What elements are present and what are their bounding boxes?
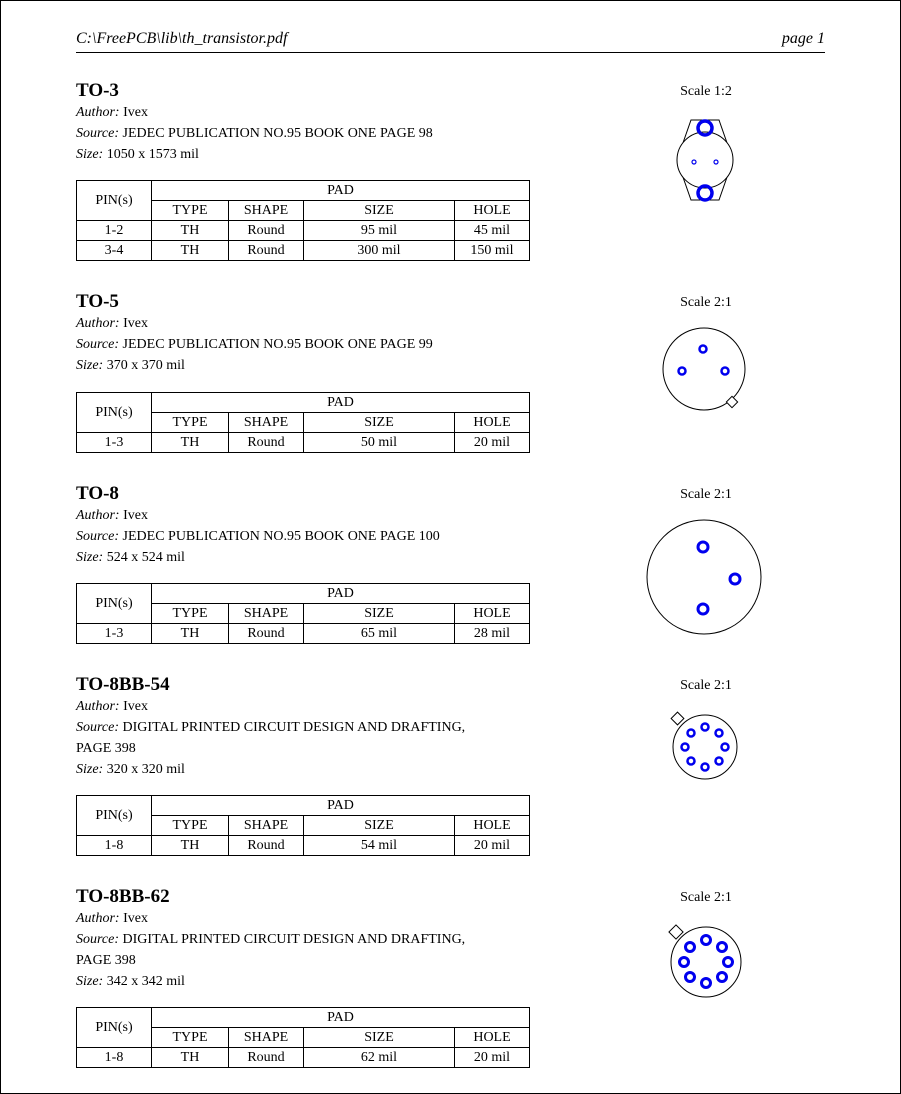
table-cell: PAD xyxy=(152,181,530,201)
field-label: Source: xyxy=(76,932,120,947)
table-cell: TYPE xyxy=(152,201,229,221)
table-cell: 150 mil xyxy=(455,241,530,261)
component-section-to-8bb-62 xyxy=(76,886,825,1065)
source-continuation: PAGE 398 xyxy=(76,741,136,756)
table-row xyxy=(77,433,530,453)
table-cell: SHAPE xyxy=(229,816,304,836)
table-header-row xyxy=(77,393,530,413)
field-label: Source: xyxy=(76,126,120,141)
to-8bb-62-footprint-drawing xyxy=(665,920,745,996)
field-value: DIGITAL PRINTED CIRCUIT DESIGN AND DRAFTING, xyxy=(122,720,466,735)
table-cell: 1-3 xyxy=(77,624,152,644)
field-label: Source: xyxy=(76,337,120,352)
table-cell: 20 mil xyxy=(455,836,530,856)
table-cell: TH xyxy=(152,1048,229,1068)
field-label: Size: xyxy=(76,147,104,162)
table-cell: HOLE xyxy=(455,413,530,433)
table-row xyxy=(77,241,530,261)
to-5-footprint-drawing xyxy=(661,329,751,419)
table-cell: SIZE xyxy=(304,1028,455,1048)
table-row xyxy=(77,1048,530,1068)
field-value: 342 x 342 mil xyxy=(106,974,185,989)
pad-table xyxy=(76,180,530,261)
scale-label: Scale 1:2 xyxy=(680,84,732,99)
field-label: Size: xyxy=(76,974,104,989)
table-cell: SIZE xyxy=(304,604,455,624)
field-label: Size: xyxy=(76,762,104,777)
table-row xyxy=(77,836,530,856)
table-cell: Round xyxy=(229,433,304,453)
component-section-to-8 xyxy=(76,483,825,641)
field-value: DIGITAL PRINTED CIRCUIT DESIGN AND DRAFTING, xyxy=(122,932,466,947)
table-cell: SIZE xyxy=(304,201,455,221)
component-section-to-5 xyxy=(76,291,825,450)
field-value: JEDEC PUBLICATION NO.95 BOOK ONE PAGE 99 xyxy=(122,337,433,352)
component-title: TO-8BB-62 xyxy=(76,886,170,907)
table-cell: HOLE xyxy=(455,201,530,221)
pad-table xyxy=(76,795,530,856)
to-8bb-54-footprint-drawing xyxy=(669,709,745,779)
field-value: 320 x 320 mil xyxy=(106,762,185,777)
field-value: 1050 x 1573 mil xyxy=(106,147,199,162)
table-cell: TH xyxy=(152,433,229,453)
page-number: page 1 xyxy=(781,30,825,47)
table-header-row xyxy=(77,584,530,604)
table-cell: 20 mil xyxy=(455,1048,530,1068)
table-cell: SHAPE xyxy=(229,604,304,624)
field-label: Source: xyxy=(76,529,120,544)
component-title: TO-8BB-54 xyxy=(76,674,170,695)
component-section-to-8bb-54 xyxy=(76,674,825,853)
scale-label: Scale 2:1 xyxy=(680,487,732,502)
table-cell: PIN(s) xyxy=(77,1008,152,1048)
table-row xyxy=(77,624,530,644)
field-label: Size: xyxy=(76,358,104,373)
pad-table xyxy=(76,583,530,644)
component-title: TO-8 xyxy=(76,483,119,504)
table-cell: 1-8 xyxy=(77,836,152,856)
field-value: Ivex xyxy=(123,699,148,714)
component-title: TO-3 xyxy=(76,80,119,101)
field-value: Ivex xyxy=(123,508,148,523)
table-cell: PIN(s) xyxy=(77,393,152,433)
table-cell: TH xyxy=(152,624,229,644)
table-cell: SIZE xyxy=(304,413,455,433)
component-title: TO-5 xyxy=(76,291,119,312)
field-label: Author: xyxy=(76,699,120,714)
table-cell: PAD xyxy=(152,1008,530,1028)
source-continuation: PAGE 398 xyxy=(76,953,136,968)
field-label: Author: xyxy=(76,105,120,120)
table-cell: TH xyxy=(152,221,229,241)
table-cell: TYPE xyxy=(152,1028,229,1048)
table-cell: 300 mil xyxy=(304,241,455,261)
table-cell: 65 mil xyxy=(304,624,455,644)
table-cell: 45 mil xyxy=(455,221,530,241)
field-value: 370 x 370 mil xyxy=(106,358,185,373)
pad-table xyxy=(76,392,530,453)
table-cell: 3-4 xyxy=(77,241,152,261)
component-section-to-3 xyxy=(76,80,825,258)
table-cell: HOLE xyxy=(455,1028,530,1048)
table-cell: Round xyxy=(229,836,304,856)
table-header-row xyxy=(77,181,530,201)
tab-marker xyxy=(671,712,684,725)
table-cell: SHAPE xyxy=(229,201,304,221)
table-header-row xyxy=(77,796,530,816)
table-cell: TYPE xyxy=(152,816,229,836)
table-cell: TH xyxy=(152,836,229,856)
body-outline xyxy=(677,132,733,188)
scale-label: Scale 2:1 xyxy=(680,890,732,905)
table-cell: Round xyxy=(229,241,304,261)
table-cell: PIN(s) xyxy=(77,181,152,221)
table-cell: 1-2 xyxy=(77,221,152,241)
table-cell: 50 mil xyxy=(304,433,455,453)
table-cell: 54 mil xyxy=(304,836,455,856)
table-cell: Round xyxy=(229,221,304,241)
file-path: C:\FreePCB\lib\th_transistor.pdf xyxy=(76,30,288,47)
table-cell: PAD xyxy=(152,796,530,816)
body-outline xyxy=(647,520,761,634)
scale-label: Scale 2:1 xyxy=(680,295,732,310)
table-cell: 1-8 xyxy=(77,1048,152,1068)
table-cell: HOLE xyxy=(455,604,530,624)
pad-table xyxy=(76,1007,530,1068)
table-cell: TYPE xyxy=(152,604,229,624)
table-cell: Round xyxy=(229,624,304,644)
field-label: Source: xyxy=(76,720,120,735)
table-cell: PAD xyxy=(152,393,530,413)
to-8-footprint-drawing xyxy=(646,519,766,639)
table-cell: 28 mil xyxy=(455,624,530,644)
field-value: JEDEC PUBLICATION NO.95 BOOK ONE PAGE 100 xyxy=(122,529,440,544)
table-cell: 1-3 xyxy=(77,433,152,453)
to-3-footprint-drawing xyxy=(673,116,737,204)
table-cell: SHAPE xyxy=(229,1028,304,1048)
table-cell: PIN(s) xyxy=(77,796,152,836)
field-value: Ivex xyxy=(123,911,148,926)
table-cell: 95 mil xyxy=(304,221,455,241)
field-value: Ivex xyxy=(123,316,148,331)
field-value: Ivex xyxy=(123,105,148,120)
table-cell: SIZE xyxy=(304,816,455,836)
table-cell: Round xyxy=(229,1048,304,1068)
table-cell: TH xyxy=(152,241,229,261)
table-cell: 20 mil xyxy=(455,433,530,453)
field-value: JEDEC PUBLICATION NO.95 BOOK ONE PAGE 98 xyxy=(122,126,433,141)
table-cell: PAD xyxy=(152,584,530,604)
field-label: Size: xyxy=(76,550,104,565)
scale-label: Scale 2:1 xyxy=(680,678,732,693)
table-cell: PIN(s) xyxy=(77,584,152,624)
page-header xyxy=(76,28,825,53)
field-label: Author: xyxy=(76,508,120,523)
field-value: 524 x 524 mil xyxy=(106,550,185,565)
field-label: Author: xyxy=(76,316,120,331)
table-cell: 62 mil xyxy=(304,1048,455,1068)
table-cell: TYPE xyxy=(152,413,229,433)
table-cell: SHAPE xyxy=(229,413,304,433)
table-header-row xyxy=(77,1008,530,1028)
table-row xyxy=(77,221,530,241)
table-cell: HOLE xyxy=(455,816,530,836)
field-label: Author: xyxy=(76,911,120,926)
